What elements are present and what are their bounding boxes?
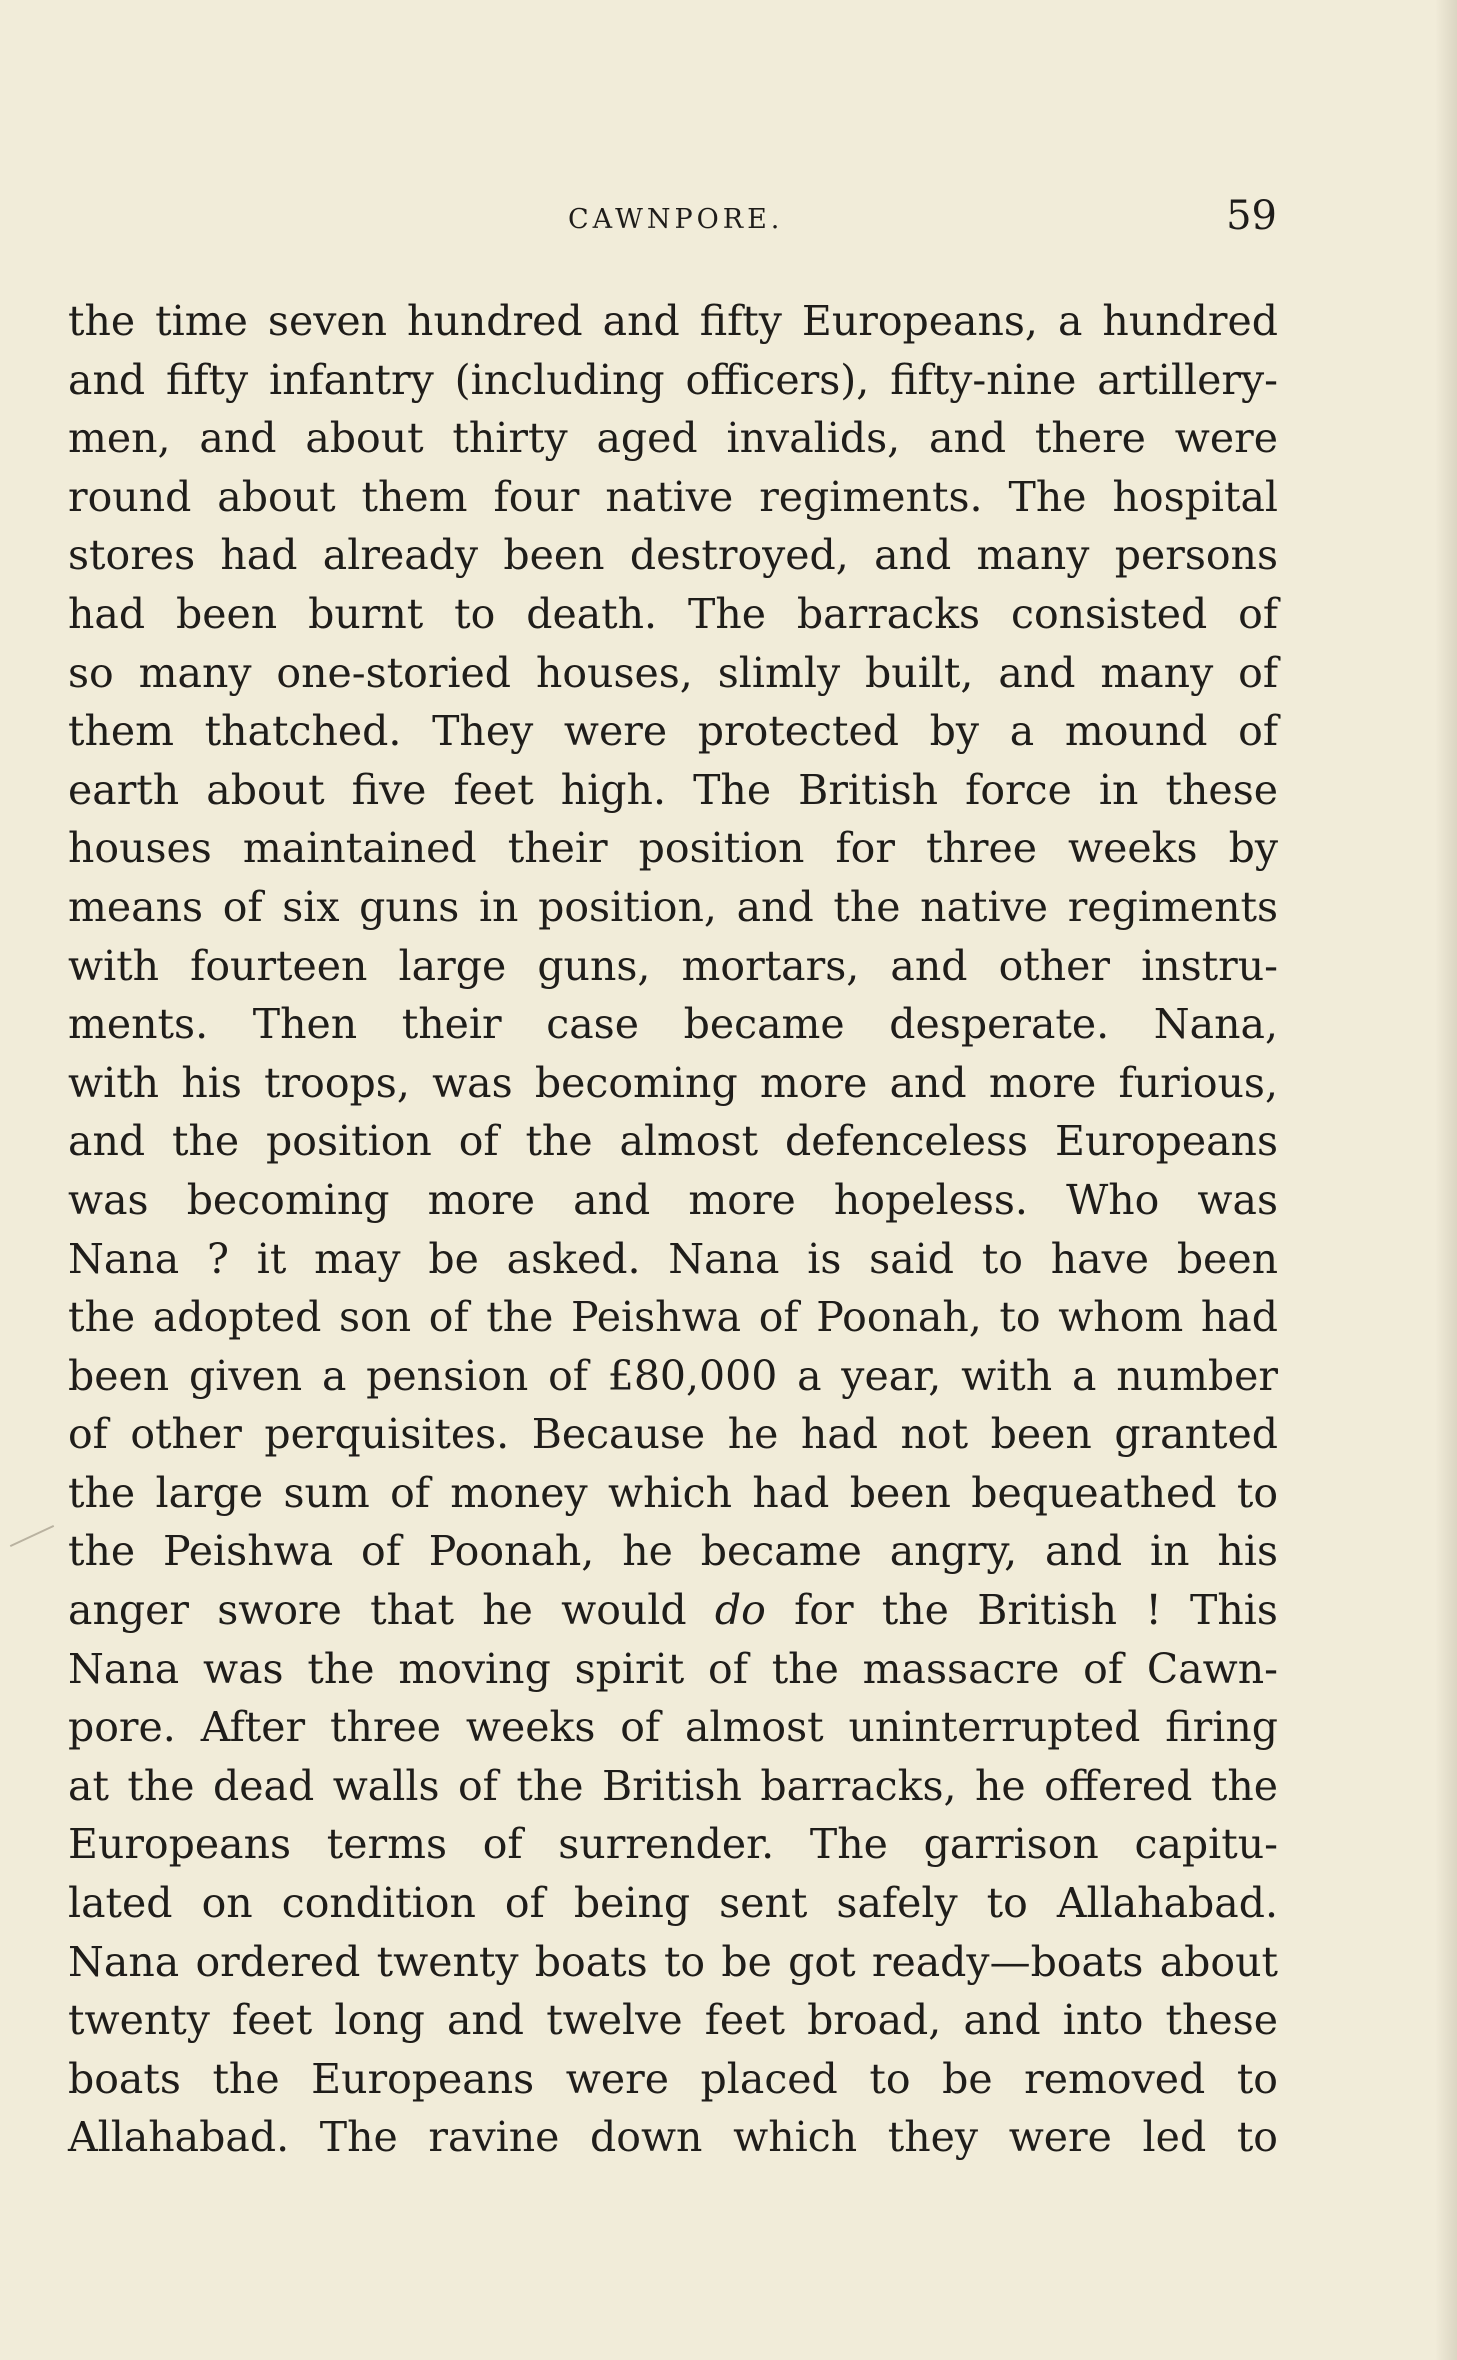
text-line: earth about five feet high. The British force in these bbox=[68, 765, 1278, 814]
text-line: boats the Europeans were placed to be removed to bbox=[68, 2054, 1278, 2103]
page-edge-shadow bbox=[1435, 0, 1457, 2360]
text-line: had been burnt to death. The barracks consisted of bbox=[68, 589, 1278, 638]
text-line: was becoming more and more hopeless. Who was bbox=[68, 1175, 1278, 1224]
text-line: and the position of the almost defenceless Europeans bbox=[68, 1117, 1278, 1166]
text-line: the time seven hundred and fifty Europeans, a hundred bbox=[68, 297, 1278, 345]
text-line: twenty feet long and twelve feet broad, and into these bbox=[68, 1996, 1278, 2045]
text-line: the large sum of money which had been bequeathed to bbox=[68, 1468, 1278, 1517]
text-line: Nana ? it may be asked. Nana is said to have been bbox=[68, 1234, 1278, 1283]
italic-word: do bbox=[714, 1586, 766, 1635]
running-head: CAWNPORE. bbox=[568, 204, 784, 235]
text-line: them thatched. They were protected by a mound of bbox=[68, 707, 1278, 756]
text-line: houses maintained their position for three weeks by bbox=[68, 824, 1278, 873]
text-line: the adopted son of the Peishwa of Poonah, to whom had bbox=[68, 1293, 1278, 1342]
text-segment: for the British ! This bbox=[794, 1586, 1278, 1635]
text-line: and fifty infantry (including officers), fifty-nine artillery- bbox=[68, 355, 1278, 404]
text-line: ments. Then their case became desperate. Nana, bbox=[68, 1000, 1278, 1049]
text-line: been given a pension of £80,000 a year, with a number bbox=[68, 1351, 1278, 1400]
page-number: 59 bbox=[1226, 193, 1277, 239]
text-line: pore. After three weeks of almost uninterrupted firing bbox=[68, 1703, 1278, 1752]
text-line: means of six guns in position, and the native regiments bbox=[68, 882, 1278, 931]
text-line: Nana ordered twenty boats to be got ready—boats about bbox=[68, 1937, 1278, 1986]
text-line: round about them four native regiments. The hospital bbox=[68, 472, 1278, 521]
text-line: at the dead walls of the British barracks, he offered the bbox=[68, 1761, 1278, 1810]
text-line: Nana was the moving spirit of the massacre of Cawn- bbox=[68, 1644, 1278, 1693]
text-line: lated on condition of being sent safely to Allahabad. bbox=[68, 1879, 1278, 1928]
text-segment: anger swore that he would bbox=[68, 1586, 687, 1635]
text-line: of other perquisites. Because he had not been granted bbox=[68, 1410, 1278, 1459]
text-line: Europeans terms of surrender. The garrison capitu- bbox=[68, 1820, 1278, 1869]
text-line: the Peishwa of Poonah, he became angry, and in his bbox=[68, 1527, 1278, 1576]
text-line: so many one-storied houses, slimly built, and many of bbox=[68, 648, 1278, 697]
text-line-with-italic bbox=[68, 1581, 1278, 1640]
text-line: stores had already been destroyed, and many persons bbox=[68, 531, 1278, 580]
text-line: men, and about thirty aged invalids, and there were bbox=[68, 414, 1278, 463]
margin-mark bbox=[10, 1525, 54, 1547]
text-line: with fourteen large guns, mortars, and other instru- bbox=[68, 941, 1278, 990]
text-line: with his troops, was becoming more and more furious, bbox=[68, 1058, 1278, 1107]
body-text bbox=[68, 292, 1278, 2167]
text-line: Allahabad. The ravine down which they were led to bbox=[68, 2113, 1278, 2162]
